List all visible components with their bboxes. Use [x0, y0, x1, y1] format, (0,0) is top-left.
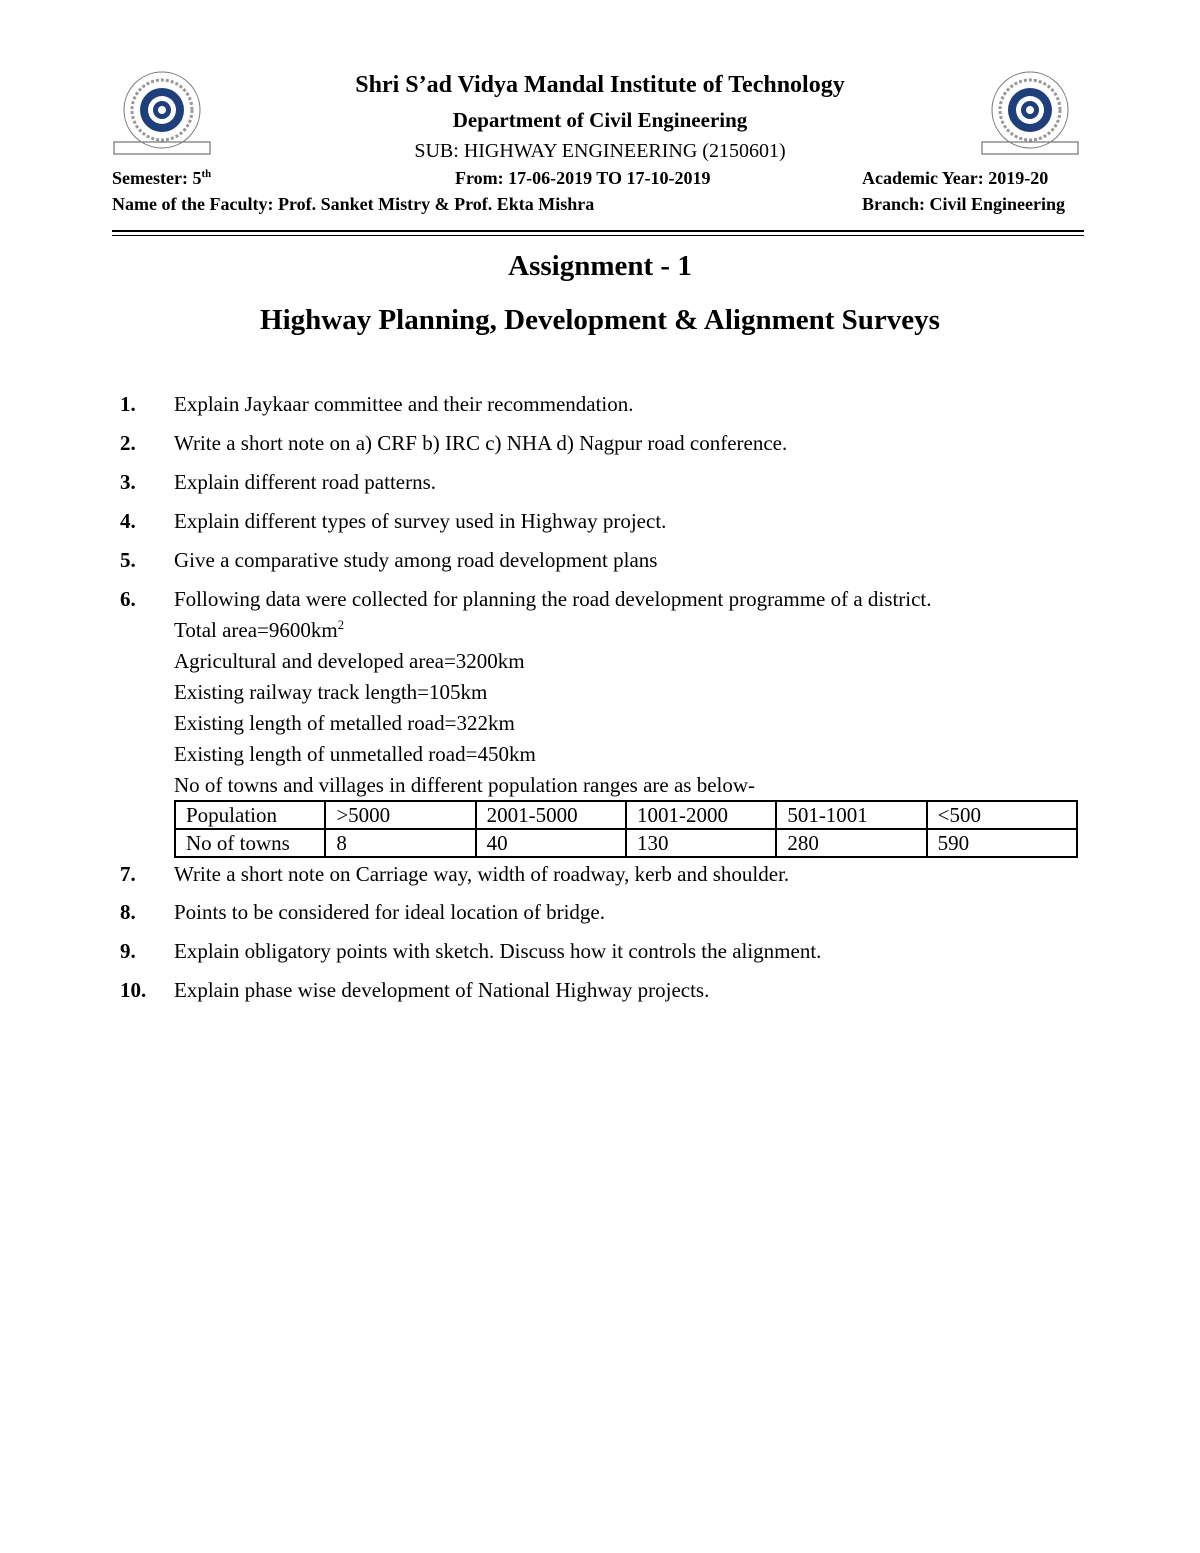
header-divider: [112, 230, 1084, 232]
table-cell: <500: [927, 801, 1077, 829]
table-cell: 2001-5000: [476, 801, 626, 829]
table-cell: 1001-2000: [626, 801, 776, 829]
table-cell: 590: [927, 829, 1077, 857]
assignment-subtitle: Highway Planning, Development & Alignment Surveys: [260, 304, 940, 336]
semester: Semester: 5th: [112, 168, 212, 188]
table-cell: 280: [776, 829, 926, 857]
q6-agricultural-area: Agricultural and developed area=3200km: [174, 649, 525, 673]
header-divider-thin: [112, 235, 1084, 236]
date-range: From: 17-06-2019 TO 17-10-2019: [455, 168, 711, 188]
q6-railway-length: Existing railway track length=105km: [174, 680, 488, 704]
table-cell: Population: [175, 801, 325, 829]
institute-name: Shri S’ad Vidya Mandal Institute of Technology: [355, 72, 845, 98]
q6-total-area: Total $area=9600km^2$: [174, 618, 345, 642]
table-cell: 501-1001: [776, 801, 926, 829]
table-cell: No of towns: [175, 829, 325, 857]
assignment-title: Assignment - 1: [508, 250, 692, 282]
q6-towns-intro: No of towns and villages in different population ranges are as below-: [174, 773, 756, 797]
q6-metalled-road: Existing length of metalled road=322km: [174, 711, 515, 735]
table-cell: 8: [325, 829, 475, 857]
q6-unmetalled-road: Existing length of unmetalled road=450km: [174, 742, 536, 766]
subject-line: SUB: HIGHWAY ENGINEERING (2150601): [414, 140, 786, 162]
faculty-names: Name of the Faculty: Prof. Sanket Mistry & Prof. Ekta Mishra: [112, 194, 595, 214]
table-cell: 130: [626, 829, 776, 857]
table-cell: 40: [476, 829, 626, 857]
table-cell: >5000: [325, 801, 475, 829]
academic-year: Academic Year: 2019-20: [862, 168, 1049, 188]
department-name: Department of Civil Engineering: [452, 108, 748, 132]
branch: Branch: Civil Engineering: [862, 194, 1066, 214]
population-table: [174, 800, 1078, 858]
table-row: [175, 801, 1077, 829]
table-row: [175, 829, 1077, 857]
